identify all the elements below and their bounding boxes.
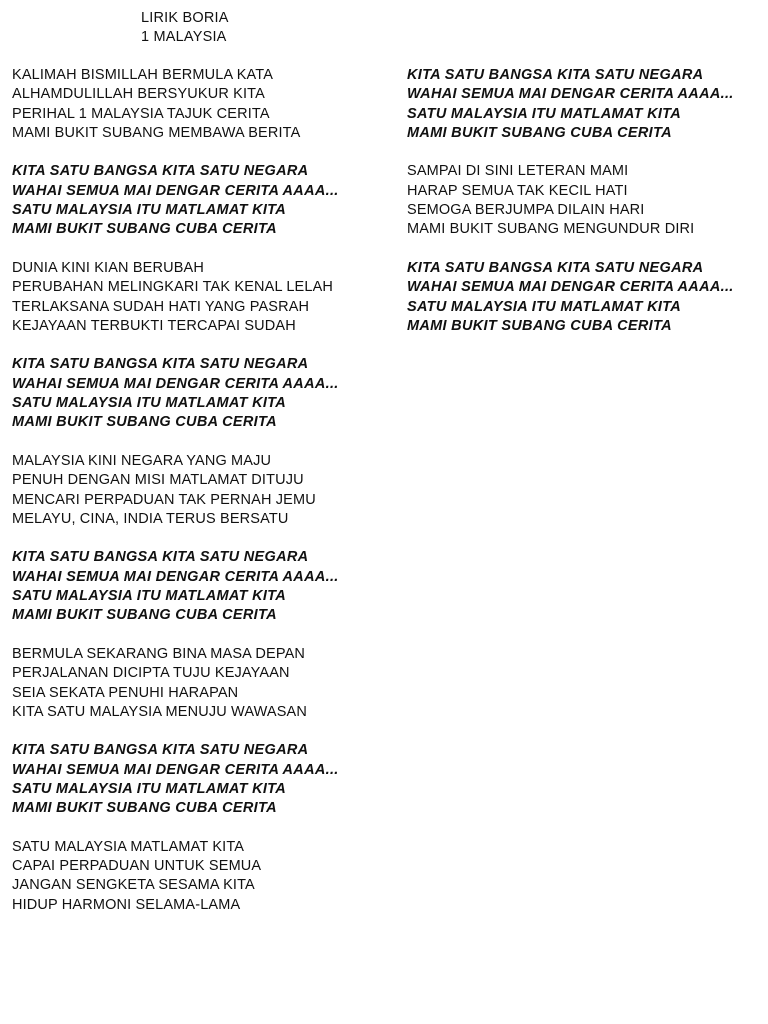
lyric-line: SEIA SEKATA PENUHI HARAPAN [12,684,239,701]
lyric-line: SATU MALAYSIA ITU MATLAMAT KITA [12,588,287,605]
verse-stanza [407,162,757,239]
lyric-line: HARAP SEMUA TAK KECIL HATI [407,182,628,199]
lyric-line: MALAYSIA KINI NEGARA YANG MAJU [12,452,272,469]
lyric-line: TERLAKSANA SUDAH HATI YANG PASRAH [12,298,310,315]
title-line-1: LIRIK BORIA [141,10,229,26]
chorus-stanza [407,259,757,336]
lyric-line: MAMI BUKIT SUBANG CUBA CERITA [407,124,672,141]
lyric-line: WAHAI SEMUA MAI DENGAR CERITA AAAA... [12,182,339,199]
lyric-line: PERJALANAN DICIPTA TUJU KEJAYAAN [12,665,290,682]
chorus-stanza [12,355,382,432]
verse-stanza [12,66,382,143]
lyric-line: CAPAI PERPADUAN UNTUK SEMUA [12,858,262,875]
chorus-stanza [12,741,382,818]
left-lyrics-column [12,66,382,934]
lyric-line: HIDUP HARMONI SELAMA-LAMA [12,896,241,913]
lyric-line: KEJAYAAN TERBUKTI TERCAPAI SUDAH [12,317,296,334]
verse-stanza [12,259,382,336]
lyric-line: ALHAMDULILLAH BERSYUKUR KITA [12,86,265,103]
lyric-line: JANGAN SENGKETA SESAMA KITA [12,877,255,894]
title-line-2: 1 MALAYSIA [141,29,227,46]
lyric-line: MAMI BUKIT SUBANG MEMBAWA BERITA [12,124,301,141]
lyric-line: KITA SATU BANGSA KITA SATU NEGARA [12,163,309,180]
lyric-line: MAMI BUKIT SUBANG CUBA CERITA [12,414,277,431]
lyric-line: MELAYU, CINA, INDIA TERUS BERSATU [12,510,289,527]
verse-stanza [12,838,382,915]
lyric-line: WAHAI SEMUA MAI DENGAR CERITA AAAA... [407,86,734,103]
lyric-line: KALIMAH BISMILLAH BERMULA KATA [12,67,274,83]
lyric-line: PERIHAL 1 MALAYSIA TAJUK CERITA [12,105,270,122]
lyric-line: WAHAI SEMUA MAI DENGAR CERITA AAAA... [407,279,734,296]
lyric-line: BERMULA SEKARANG BINA MASA DEPAN [12,645,306,662]
lyric-line: WAHAI SEMUA MAI DENGAR CERITA AAAA... [12,761,339,778]
lyric-line: SATU MALAYSIA ITU MATLAMAT KITA [12,395,287,412]
lyric-line: SATU MALAYSIA ITU MATLAMAT KITA [12,780,287,797]
verse-stanza [12,452,382,529]
lyric-line: SATU MALAYSIA ITU MATLAMAT KITA [12,202,287,219]
lyric-line: SAMPAI DI SINI LETERAN MAMI [407,163,629,180]
chorus-stanza [407,66,757,143]
lyric-line: WAHAI SEMUA MAI DENGAR CERITA AAAA... [12,375,339,392]
lyric-line: KITA SATU BANGSA KITA SATU NEGARA [12,549,309,566]
lyric-line: KITA SATU BANGSA KITA SATU NEGARA [12,742,309,759]
lyric-line: KITA SATU BANGSA KITA SATU NEGARA [12,356,309,373]
lyric-line: MAMI BUKIT SUBANG CUBA CERITA [12,607,277,624]
lyric-line: SEMOGA BERJUMPA DILAIN HARI [407,202,645,219]
verse-stanza [12,645,382,722]
lyric-line: KITA SATU BANGSA KITA SATU NEGARA [407,67,704,83]
chorus-stanza [12,162,382,239]
lyric-line: PERUBAHAN MELINGKARI TAK KENAL LELAH [12,279,334,296]
lyric-line: MAMI BUKIT SUBANG CUBA CERITA [12,221,277,238]
lyric-line: MENCARI PERPADUAN TAK PERNAH JEMU [12,491,316,508]
lyric-line: PENUH DENGAN MISI MATLAMAT DITUJU [12,472,304,489]
lyric-line: WAHAI SEMUA MAI DENGAR CERITA AAAA... [12,568,339,585]
lyric-line: MAMI BUKIT SUBANG CUBA CERITA [407,317,672,334]
lyric-line: MAMI BUKIT SUBANG CUBA CERITA [12,800,277,817]
lyric-line: DUNIA KINI KIAN BERUBAH [12,259,204,276]
chorus-stanza [12,548,382,625]
lyric-line: KITA SATU MALAYSIA MENUJU WAWASAN [12,703,307,720]
lyric-line: SATU MALAYSIA ITU MATLAMAT KITA [407,105,682,122]
lyric-line: KITA SATU BANGSA KITA SATU NEGARA [407,259,704,276]
lyric-line: MAMI BUKIT SUBANG MENGUNDUR DIRI [407,221,695,238]
right-lyrics-column [407,66,757,355]
lyric-line: SATU MALAYSIA MATLAMAT KITA [12,838,245,855]
lyric-line: SATU MALAYSIA ITU MATLAMAT KITA [407,298,682,315]
document-title [141,9,229,48]
